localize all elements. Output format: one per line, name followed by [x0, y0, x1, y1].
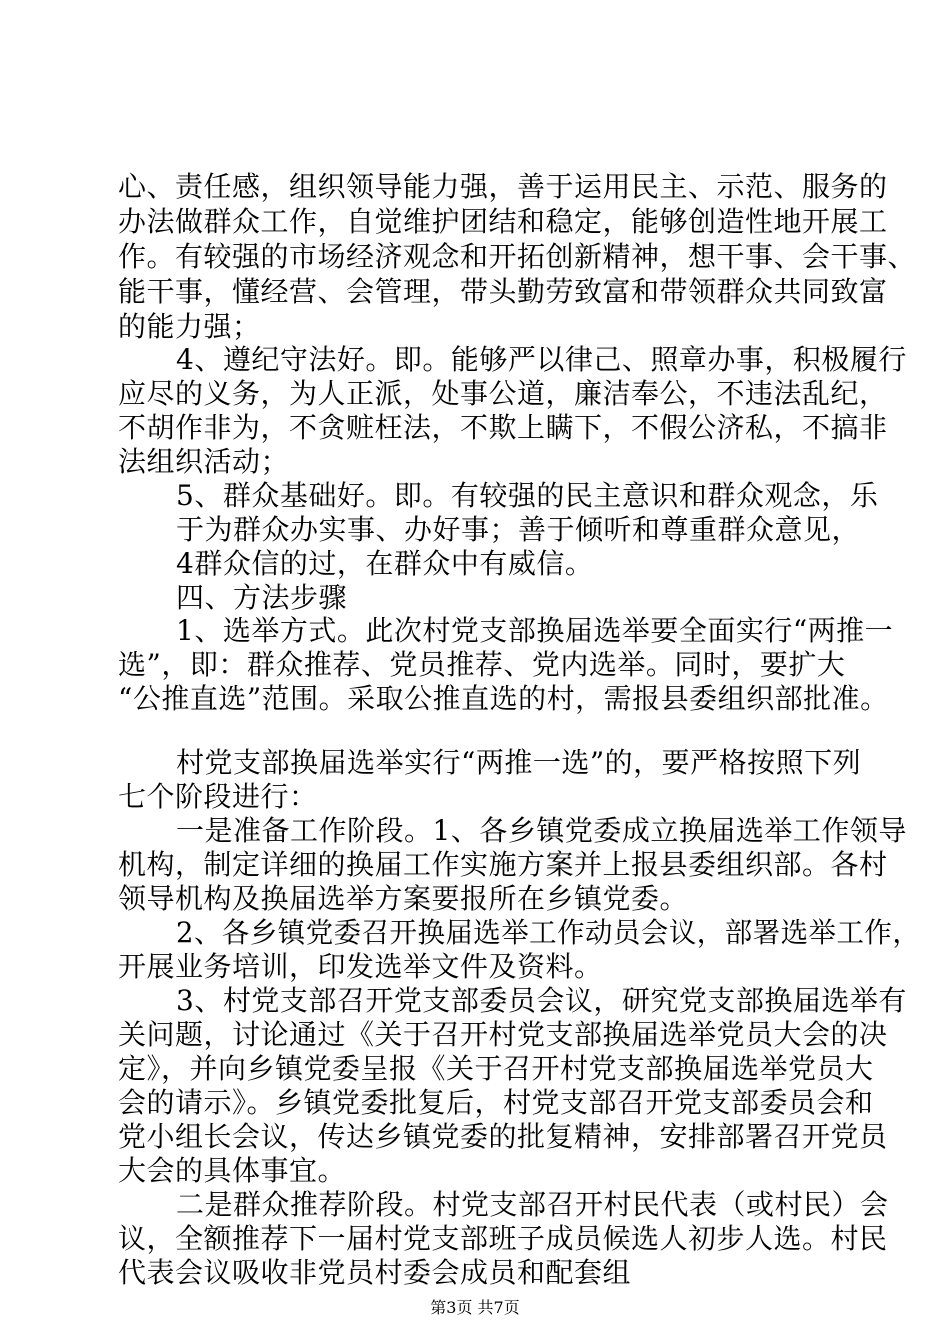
text-line: 4、遵纪守法好。即。能够严以律己、照章办事，积极履行	[176, 343, 907, 376]
text-line: 法组织活动；	[118, 445, 290, 478]
text-line: 领导机构及换届选举方案要报所在乡镇党委。	[118, 882, 689, 915]
text-line: 机构，制定详细的换届工作实施方案并上报县委组织部。各村	[118, 848, 888, 881]
text-line: 应尽的义务，为人正派，处事公道，廉洁奉公，不违法乱纪，	[118, 377, 888, 410]
text-line: 心、责任感，组织领导能力强，善于运用民主、示范、服务的	[118, 170, 888, 203]
text-line: “公推直选”范围。采取公推直选的村，需报县委组织部批准。	[118, 682, 889, 715]
text-line: 开展业务培训，印发选举文件及资料。	[118, 950, 603, 983]
text-line: 大会的具体事宜。	[118, 1154, 347, 1187]
text-line: 能干事，懂经营、会管理，带头勤劳致富和带领群众共同致富	[118, 275, 888, 308]
text-line: 作。有较强的市场经济观念和开拓创新精神，想干事、会干事、	[118, 240, 917, 273]
text-line: 村党支部换届选举实行“两推一选”的，要严格按照下列	[176, 746, 862, 779]
page-footer: 第3页 共7页	[430, 1298, 520, 1317]
text-line: 定》，并向乡镇党委呈报《关于召开村党支部换届选举党员大	[118, 1052, 874, 1085]
text-line: 会的请示》。乡镇党委批复后，村党支部召开党支部委员会和	[118, 1086, 874, 1119]
text-line: 不胡作非为，不贪赃枉法，不欺上瞒下，不假公济私，不搞非	[118, 411, 888, 444]
text-line: 党小组长会议，传达乡镇党委的批复精神，安排部署召开党员	[118, 1120, 888, 1153]
text-line: 于为群众办实事、办好事；善于倾听和尊重群众意见，	[176, 513, 861, 546]
text-line: 一是准备工作阶段。1、各乡镇党委成立换届选举工作领导	[176, 814, 907, 847]
text-line: 七个阶段进行：	[118, 780, 318, 813]
text-line: 代表会议吸收非党员村委会成员和配套组	[118, 1256, 632, 1289]
text-line: 议，全额推荐下一届村党支部班子成员候选人初步人选。村民	[118, 1222, 888, 1255]
text-line: 办法做群众工作，自觉维护团结和稳定，能够创造性地开展工	[118, 205, 888, 238]
text-line: 四、方法步骤	[176, 581, 348, 614]
text-line: 关问题，讨论通过《关于召开村党支部换届选举党员大会的决	[118, 1018, 888, 1051]
text-line: 3、村党支部召开党支部委员会议，研究党支部换届选举有	[176, 984, 907, 1017]
text-line: 4群众信的过，在群众中有威信。	[176, 547, 594, 580]
text-line: 选”，即：群众推荐、党员推荐、党内选举。同时，要扩大	[118, 648, 846, 681]
text-line: 2、各乡镇党委召开换届选举工作动员会议，部署选举工作，	[176, 916, 921, 949]
text-line: 1、选举方式。此次村党支部换届选举要全面实行“两推一	[176, 614, 894, 647]
text-line: 的能力强；	[118, 310, 261, 343]
text-line: 二是群众推荐阶段。村党支部召开村民代表（或村民）会	[176, 1188, 889, 1221]
text-line: 5、群众基础好。即。有较强的民主意识和群众观念，乐	[176, 479, 879, 512]
